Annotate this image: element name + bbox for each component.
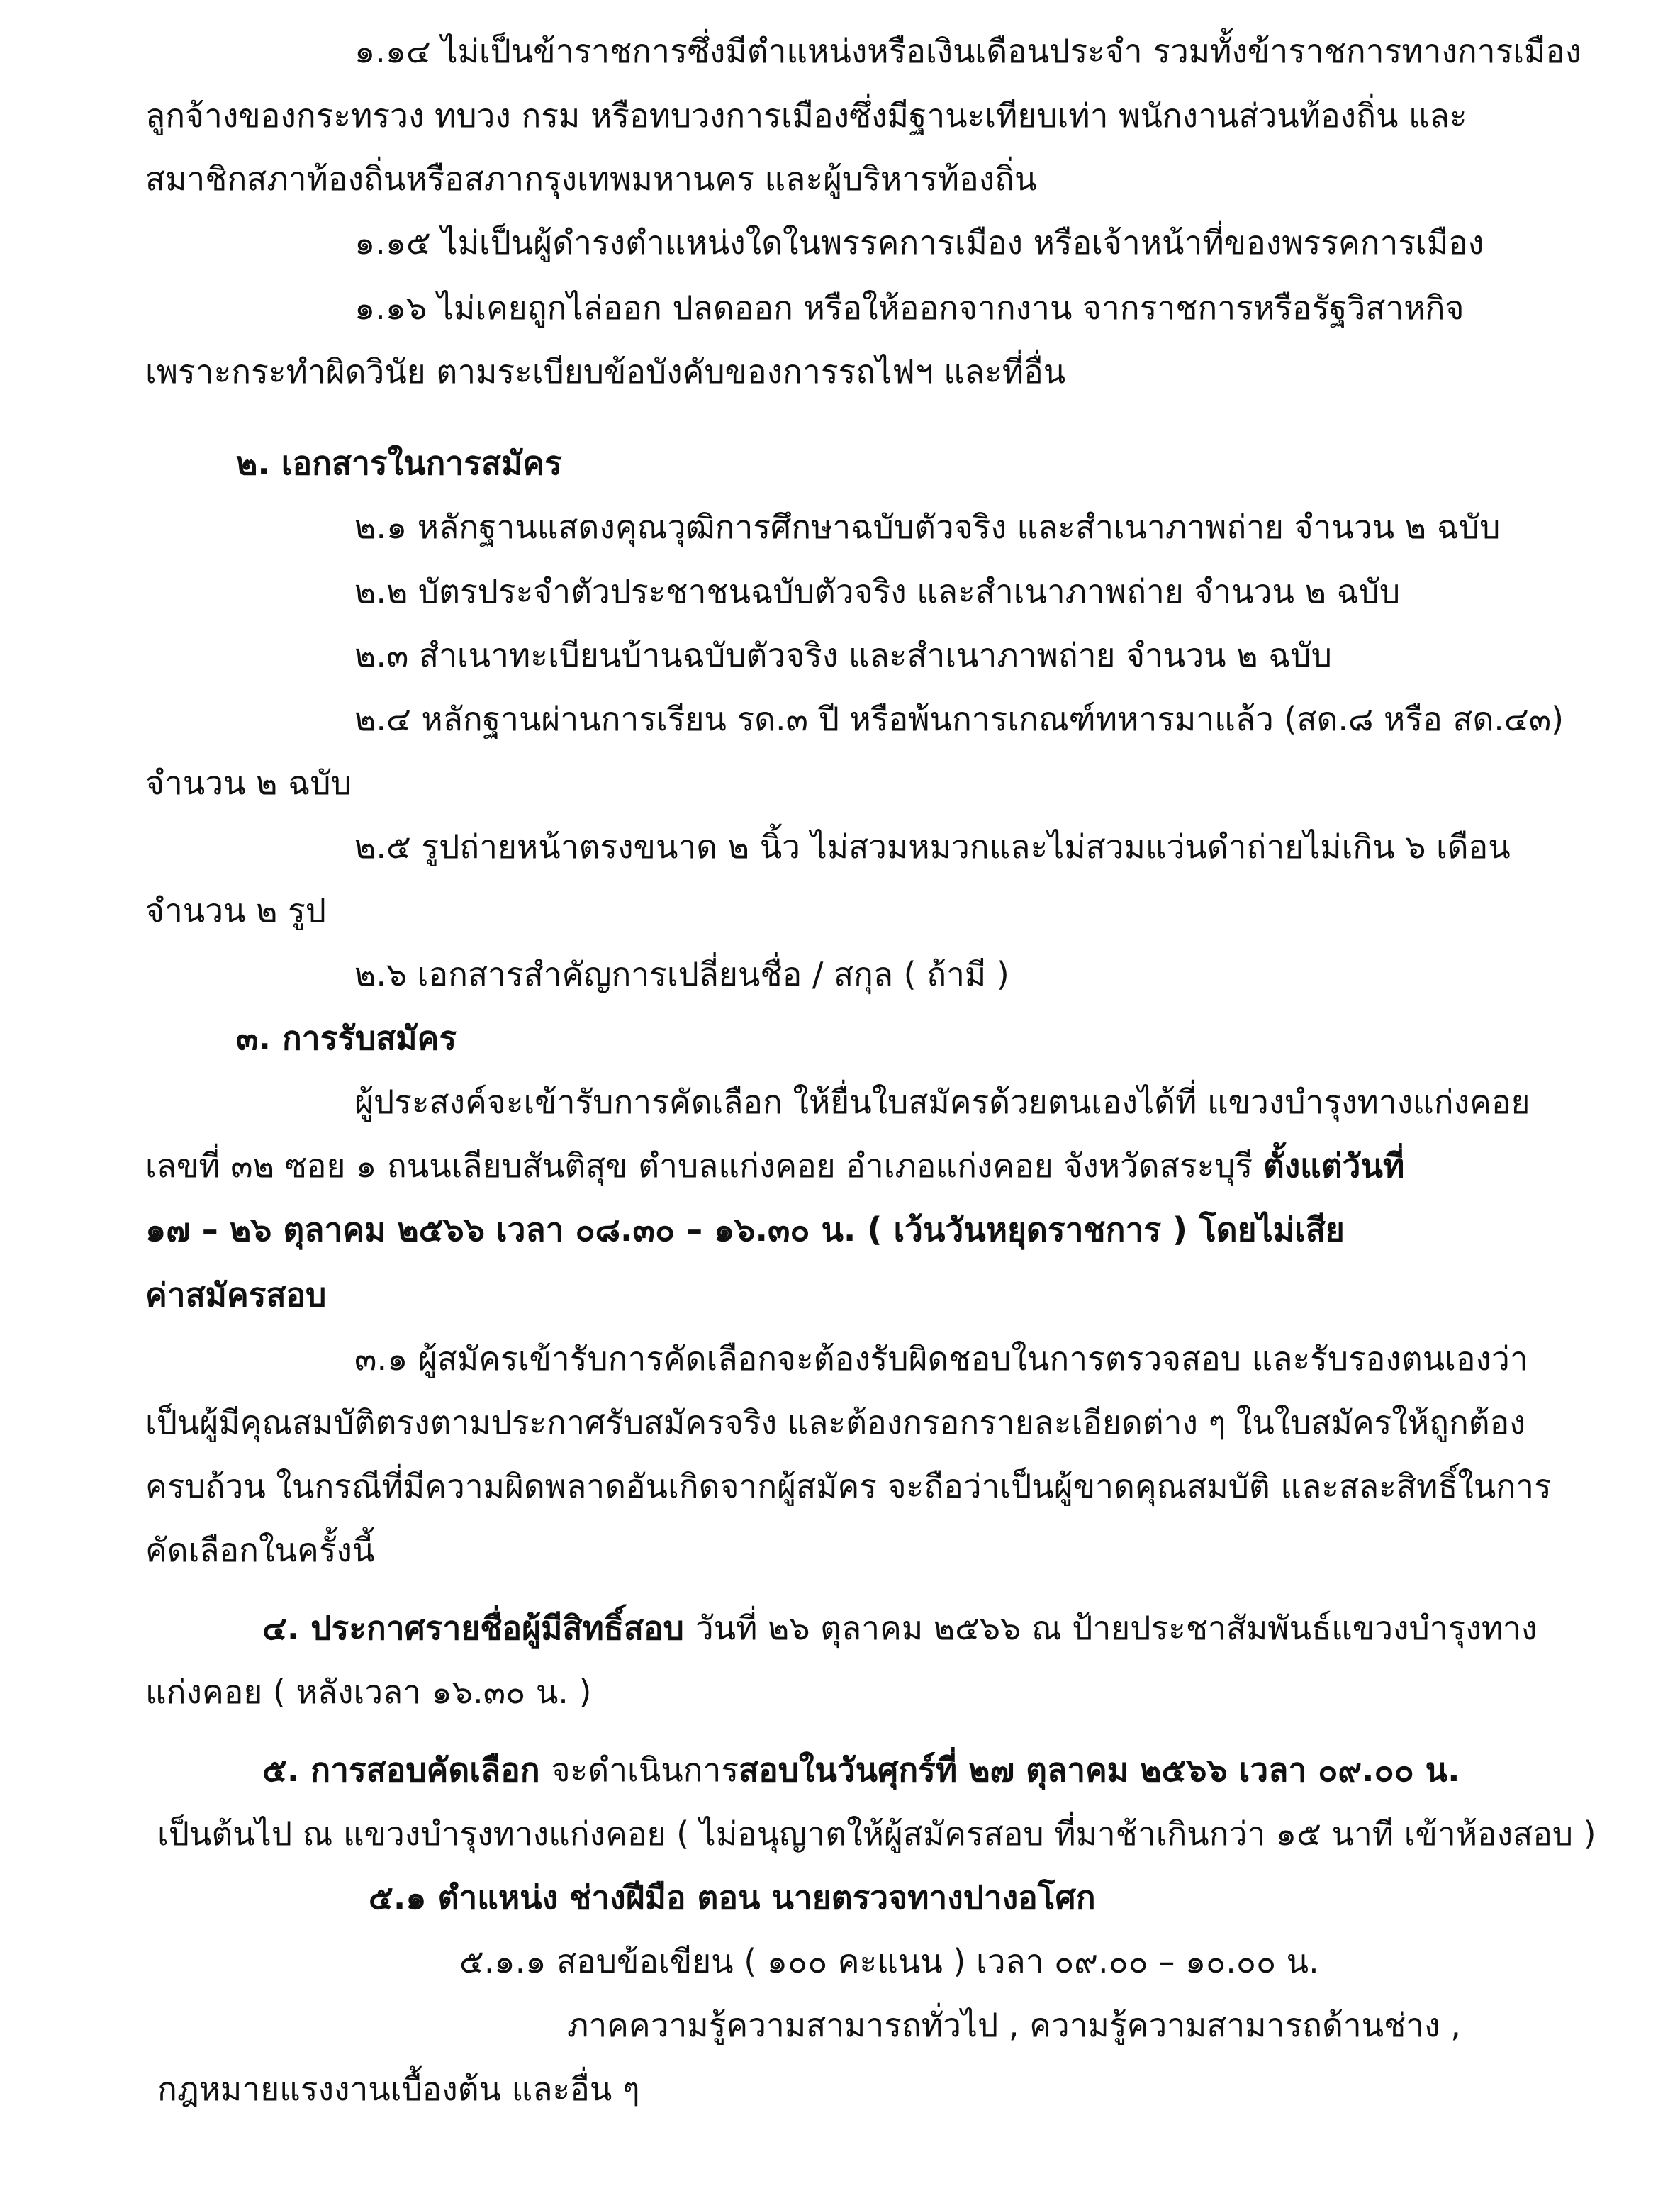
line-item-1-14: ๑.๑๔ ไม่เป็นข้าราชการซึ่งมีตำแหน่งหรือเงินเดือนประจำ รวมทั้งข้าราชการทางการเมือง — [354, 32, 1581, 70]
paragraph-line: ภาคความรู้ความสามารถทั่วไป , ความรู้ความสามารถด้านช่าง , — [567, 2006, 1461, 2044]
line-item-2-5: ๒.๕ รูปถ่ายหน้าตรงขนาด ๒ นิ้ว ไม่สวมหมวกและไม่สวมแว่นดำถ่ายไม่เกิน ๖ เดือน — [354, 827, 1511, 866]
exam-date-emphasis: สอบในวันศุกร์ที่ ๒๗ ตุลาคม ๒๕๖๖ เวลา ๐๙.๐๐ น. — [739, 1751, 1460, 1789]
line-item-1-14-cont: ลูกจ้างของกระทรวง ทบวง กรม หรือทบวงการเมืองซึ่งมีฐานะเทียบเท่า พนักงานส่วนท้องถิ่น และ — [145, 96, 1467, 135]
line-item-1-16: ๑.๑๖ ไม่เคยถูกไล่ออก ปลดออก หรือให้ออกจากงาน จากราชการหรือรัฐวิสาหกิจ — [354, 289, 1465, 327]
line-item-1-15: ๑.๑๕ ไม่เป็นผู้ดำรงตำแหน่งใดในพรรคการเมือง หรือเจ้าหน้าที่ของพรรคการเมือง — [354, 223, 1484, 262]
paragraph-line: แก่งคอย ( หลังเวลา ๑๖.๓๐ น. ) — [145, 1673, 592, 1711]
line-item-1-14-cont: สมาชิกสภาท้องถิ่นหรือสภากรุงเทพมหานคร และผู้บริหารท้องถิ่น — [145, 160, 1037, 198]
line-item-2-3: ๒.๓ สำเนาทะเบียนบ้านฉบับตัวจริง และสำเนาภาพถ่าย จำนวน ๒ ฉบับ — [354, 636, 1332, 674]
line-item-2-2: ๒.๒ บัตรประจำตัวประชาชนฉบับตัวจริง และสำเนาภาพถ่าย จำนวน ๒ ฉบับ — [354, 572, 1401, 610]
paragraph-line: เป็นผู้มีคุณสมบัติตรงตามประกาศรับสมัครจริง และต้องกรอกรายละเอียดต่าง ๆ ในใบสมัครให้ถูกต้อง — [145, 1403, 1525, 1441]
paragraph-line: ครบถ้วน ในกรณีที่มีความผิดพลาดอันเกิดจากผู้สมัคร จะถือว่าเป็นผู้ขาดคุณสมบัติ และสละสิทธิ์ในการ — [145, 1467, 1552, 1505]
section-announcement — [262, 1607, 1537, 1649]
line-item-5-1-1: ๕.๑.๑ สอบข้อเขียน ( ๑๐๐ คะแนน ) เวลา ๐๙.๐๐ – ๑๐.๐๐ น. — [459, 1942, 1319, 1980]
section-heading-exam: ๕. การสอบคัดเลือก — [262, 1751, 551, 1789]
line-item-5-1: ๕.๑ ตำแหน่ง ช่างฝีมือ ตอน นายตรวจทางปางอโศก — [369, 1878, 1096, 1917]
paragraph-line: คัดเลือกในครั้งนี้ — [145, 1531, 375, 1569]
line-item-1-16-cont: เพราะกระทำผิดวินัย ตามระเบียบข้อบังคับของการรถไฟฯ และที่อื่น — [145, 352, 1066, 391]
line-item-2-4: ๒.๔ หลักฐานผ่านการเรียน รด.๓ ปี หรือพ้นการเกณฑ์ทหารมาแล้ว (สด.๘ หรือ สด.๔๓) — [354, 700, 1564, 738]
section-exam — [262, 1749, 1460, 1791]
line-item-3-1: ๓.๑ ผู้สมัครเข้ารับการคัดเลือกจะต้องรับผิดชอบในการตรวจสอบ และรับรองตนเองว่า — [354, 1339, 1528, 1378]
paragraph-line: เป็นต้นไป ณ แขวงบำรุงทางแก่งคอย ( ไม่อนุญาตให้ผู้สมัครสอบ ที่มาช้าเกินกว่า ๑๕ นาที เข้าห้องสอบ ) — [157, 1814, 1596, 1853]
paragraph-line: ผู้ประสงค์จะเข้ารับการคัดเลือก ให้ยื่นใบสมัครด้วยตนเองได้ที่ แขวงบำรุงทางแก่งคอย — [354, 1083, 1530, 1121]
line-item-2-1: ๒.๑ หลักฐานแสดงคุณวุฒิการศึกษาฉบับตัวจริง และสำเนาภาพถ่าย จำนวน ๒ ฉบับ — [354, 508, 1501, 546]
line-item-2-6: ๒.๖ เอกสารสำคัญการเปลี่ยนชื่อ / สกุล ( ถ้ามี ) — [354, 955, 1009, 993]
paragraph-line — [145, 1144, 1404, 1187]
date-emphasis: ตั้งแต่วันที่ — [1262, 1147, 1405, 1185]
paragraph-line-bold: ค่าสมัครสอบ — [145, 1276, 327, 1314]
announcement-text: วันที่ ๒๖ ตุลาคม ๒๕๖๖ ณ ป้ายประชาสัมพันธ์แขวงบำรุงทาง — [695, 1609, 1538, 1647]
line-item-2-4-cont: จำนวน ๒ ฉบับ — [145, 764, 352, 802]
exam-text: จะดำเนินการ — [551, 1751, 739, 1789]
address-text: เลขที่ ๓๒ ซอย ๑ ถนนเลียบสันติสุข ตำบลแก่งคอย อำเภอแก่งคอย จังหวัดสระบุรี — [145, 1147, 1263, 1185]
section-heading-application: ๓. การรับสมัคร — [236, 1019, 457, 1057]
paragraph-line-bold: ๑๗ – ๒๖ ตุลาคม ๒๕๖๖ เวลา ๐๘.๓๐ – ๑๖.๓๐ น. ( เว้นวันหยุดราชการ ) โดยไม่เสีย — [145, 1210, 1345, 1249]
paragraph-line: กฎหมายแรงงานเบื้องต้น และอื่น ๆ — [157, 2070, 640, 2108]
section-heading-documents: ๒. เอกสารในการสมัคร — [236, 444, 562, 482]
section-heading-announcement: ๔. ประกาศรายชื่อผู้มีสิทธิ์สอบ — [262, 1609, 695, 1647]
line-item-2-5-cont: จำนวน ๒ รูป — [145, 891, 326, 930]
